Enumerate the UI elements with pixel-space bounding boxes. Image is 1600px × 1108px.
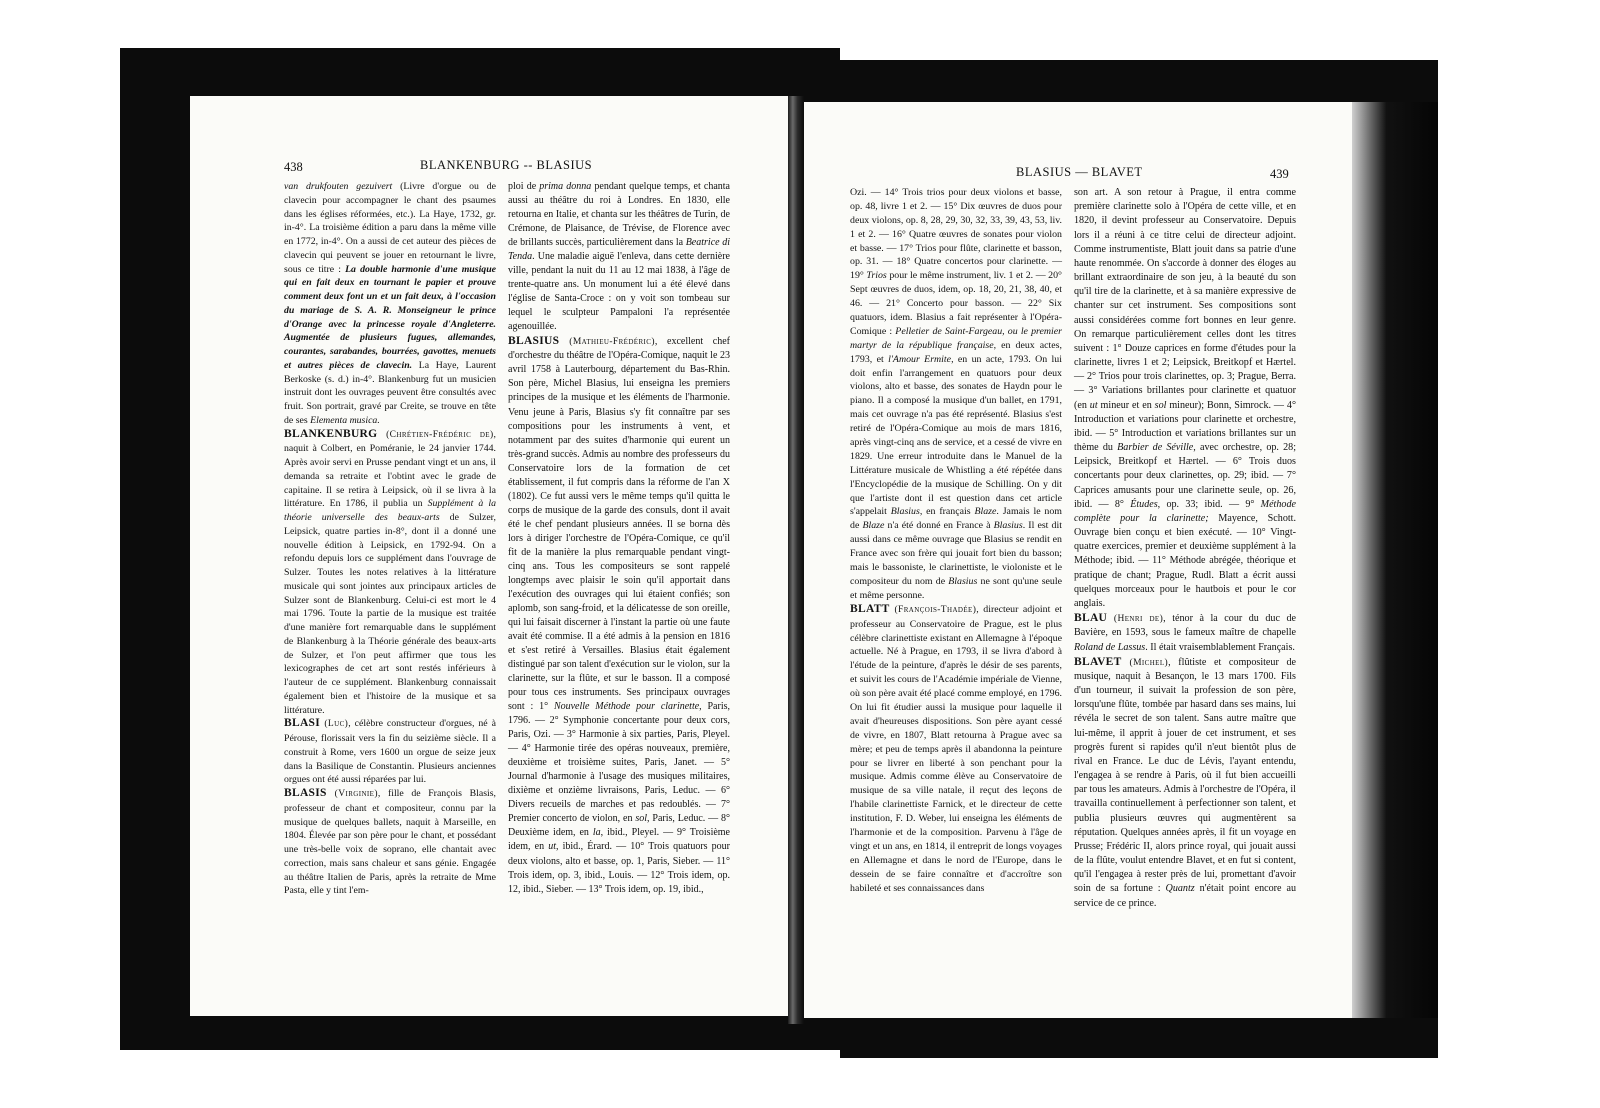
entry-blau: BLAU (Henri de), ténor à la cour du duc de Bavière, en 1593, sous le fameux maître de chapelle Roland de Lassus. Il était vraisemblablement Français. (1074, 612, 1297, 653)
entry-headword: BLASI (284, 717, 321, 730)
paragraph: Ozi. — 14° Trois trios pour deux violons et basse, op. 48, livre 1 et 2. — 15° Dix œuvres de duos pour deux violons, op. 8, 28, 29, 30, 32, 33, 39, 43, 53, liv. 1 et 2. — 16° Quatre œuvres de sonates pour violon et basse. — 17° Trios pour flûte, clarinette et basson, op. 31. — 18° Quatre concertos pour clarinette. — 19° Trios pour le même instrument, liv. 1 et 2. — 20° Sept œuvres de duos, idem, op. 18, 20, 21, 38, 40, et 46. — 21° Concerto pour basson. — 22° Six quatuors, idem. Blasius a fait représenter à l'Opéra-Comique : Pelletier de Saint-Fargeau, ou le premier martyr de la république française, en deux actes, 1793, et l'Amour Ermite, en un acte, 1793. On lui doit enfin l'arrangement en quatuors pour deux violons, alto et basse, des sonates de Haydn pour le piano. Il a composé la musique d'un ballet, en 1791, mais cet ouvrage n'a pas été représenté. Blasius s'est retiré de l'Opéra-Comique au mois de mars 1816, après vingt-cinq ans de service, et a cessé de vivre en 1829. Une erreur introduite dans le Manuel de la Littérature musicale de Whistling a été répétée dans l'Encyclopédie de la musique de Schilling. On y dit que l'artiste dont il est question dans cet article s'appelait Blasius, en français Blaze. Jamais le nom de Blaze n'a été donné en France à Blasius. Il est dit aussi dans ce même ouvrage que Blasius se rendit en France avec son frère qui jouait fort bien du basson; mais le bassoniste, le clarinettiste, le violoniste et le compositeur du nom de Blasius ne sont qu'une seule et même personne. (850, 187, 1063, 601)
page-number-right: 439 (1270, 167, 1289, 181)
left-page-column-1 (284, 180, 496, 900)
page-number-left: 438 (284, 160, 303, 174)
entry-blasis: BLASIS (Virginie), fille de François Blasis, professeur de chant et compositeur, connu par la musique de quelques ballets, naquit à Marseille, en 1804. Élevée par son père pour le chant, et possédant une très-belle voix de soprano, elle chantait avec correction, mais sans chaleur et sans génie. Engagée au théâtre Italien de Paris, après la retraite de Mme Pasta, elle y tint l'em- (284, 787, 496, 897)
running-head-right: BLASIUS — BLAVET (1016, 165, 1143, 179)
entry-blasius: BLASIUS (Mathieu-Frédéric), excellent chef d'orchestre du théâtre de l'Opéra-Comique, naquit le 23 avril 1758 à Lauterbourg, département du Bas-Rhin. Son père, Michel Blasius, lui enseigna les premiers principes de la musique et les éléments de l'harmonie. Venu jeune à Paris, Blasius s'y fit connaître par ses compositions pour les instruments à vent, et notamment par des suites d'harmonie qui eurent un très-grand succès. Admis au nombre des professeurs du Conservatoire lors de la formation de cet établissement, il fut compris dans la réforme de l'an X (1802). Ce fut aussi vers le même temps qu'il quitta le corps de musique de la garde des consuls, dont il avait été le chef pendant plusieurs années. Il se borna dès lors à diriger l'orchestre de l'Opéra-Comique, ce qu'il fit de la manière la plus remarquable pendant vingt-cinq ans. Tous les compositeurs se sont rappelé longtemps avec plaisir le soin qu'il apportait dans l'exécution des ouvrages qui lui étaient confiés; son aplomb, son sang-froid, et la délicatesse de son oreille, qui lui faisait discerner à l'instant la partie où une faute avait été commise. Il a été admis à la pension en 1816 et s'est retiré à Versailles. Blasius était également distingué par son talent d'exécution sur le violon, sur la clarinette, sur la flûte, et sur le basson. Il a composé pour tous ces instruments. Ses principaux ouvrages sont : 1° Nouvelle Méthode pour clarinette, Paris, 1796. — 2° Symphonie concertante pour deux cors, Paris, Ozi. — 3° Harmonie à six parties, Paris, Pleyel. — 4° Harmonie tirée des opéras nouveaux, première, deuxième et troisième suites, Paris, Janet. — 5° Journal d'harmonie à l'usage des musiques militaires, dixième et onzième livraisons, Paris, Leduc. — 6° Divers recueils de marches et pas redoublés. — 7° Premier concerto de violon, en sol, Paris, Leduc. — 8° Deuxième idem, en la, ibid., Pleyel. — 9° Troisième idem, en ut, ibid., Érard. — 10° Trois quatuors pour deux violons, alto et basse, op. 1, Paris, Sieber. — 11° Trois idem, op. 3, ibid., Louis. — 12° Trois idem, op. 12, ibid., Sieber. — 13° Trois idem, op. 19, ibid., (508, 335, 731, 895)
entry-blasi: BLASI (Luc), célèbre constructeur d'orgues, né à Pérouse, florissait vers la fin du seizième siècle. Il a construit à Rome, vers 1600 un orgue de seize jeux dans la Basilique de Constantin. Plusieurs anciennes orgues ont été aussi réparées par lui. (284, 717, 496, 786)
paragraph: ploi de prima donna pendant quelque temps, et chanta aussi au théâtre du roi à Londres. En 1830, elle retourna en Italie, et chanta sur les théâtres de Turin, de Crémone, de Plaisance, de Trévise, de Florence avec de brillants succès, particulièrement dans la Beatrice di Tenda. Une maladie aiguë l'enleva, dans cette dernière ville, pendant la nuit du 11 au 12 mai 1838, à l'âge de trente-quatre ans. Un monument lui a été élevé dans l'église de Santa-Croce : on y voit son tombeau sur lequel le sculpteur Pampaloni l'a représentée agenouillée. (508, 181, 730, 333)
right-page-column-2 (1074, 186, 1296, 910)
entry-headword: BLASIS (284, 787, 327, 799)
entry-blatt: BLATT (François-Thadée), directeur adjoint et professeur au Conservatoire de Prague, est le plus célèbre clarinettiste existant en Allemagne à l'époque actuelle. Né à Prague, en 1793, il se livra d'abord à l'étude de la peinture, d'après le désir de ses parents, et suivit les cours de l'Académie impériale de Vienne, où son père avait été placé comme employé, en 1796. On lui fit étudier aussi la musique pour laquelle il avait d'heureuses dispositions. Son père ayant cessé de vivre, en 1807, Blatt retourna à Prague avec sa mère; et peu de temps après il abandonna la peinture pour se livrer en liberté à son penchant pour la musique. Admis comme élève au Conservatoire de musique de sa ville natale, il reçut des leçons de l'habile clarinettiste Farnick, et le directeur de cette institution, F. D. Weber, lui enseigna les éléments de l'harmonie et de la composition. Parvenu à l'âge de vingt et un ans, en 1814, il entreprit de longs voyages en Allemagne et dans le nord de l'Europe, dans le dessein de se faire connaître et d'accroître son habileté et ses connaissances dans (850, 602, 1062, 894)
book-gutter (788, 96, 804, 1024)
entry-headword: BLANKENBURG (284, 427, 378, 440)
entry-headword: BLAU (1074, 612, 1108, 625)
running-head-left: BLANKENBURG -- BLASIUS (420, 158, 593, 172)
entry-blavet: BLAVET (Michel), flûtiste et compositeur de musique, naquit à Besançon, le 13 mars 1700. Fils d'un tourneur, il suivait la profession de son père, lorsqu'une flûte, tombée par hasard dans ses mains, lui révéla le secret de son talent. Sans autre maître que lui-même, il apprit à jouer de cet instrument, et ses progrès furent si rapides qu'il n'eut bientôt plus de rival en France. Le duc de Lévis, l'ayant entendu, l'engagea à se rendre à Paris, où il fut bien accueilli par tous les amateurs. Admis à l'orchestre de l'Opéra, il travailla continuellement à perfectionner son talent, et publia plusieurs œuvres qui augmentèrent sa réputation. Quelques années après, il fit un voyage en Prusse; Frédéric II, alors prince royal, qui jouait aussi de la flûte, voulut entendre Blavet, et en fut si content, qu'il l'engagea à rester près de lui, promettant d'avoir soin de sa fortune : Quantz n'était point encore au service de ce prince. (1074, 655, 1296, 909)
entry-blankenburg: BLANKENBURG (Chrétien-Frédéric de), naquit à Colbert, en Poméranie, le 24 janvier 1744. Après avoir servi en Prusse pendant vingt et un ans, il demanda sa retraite et l'obtint avec le grade de capitaine. Il se retira à Leipsick, où il se livra à la littérature. En 1786, il publia un Supplément à la théorie universelle des beaux-arts de Sulzer, Leipsick, quatre parties in-8°, dont il a donné une nouvelle édition à Leipsick, en 1792-94. On a refondu depuis lors ce supplément dans l'ouvrage de Sulzer. Toutes les notes relatives à la littérature musicale qui sont jointes aux principaux articles de Sulzer sont de Blankenburg. Celui-ci est mort le 4 mai 1796. Toute la partie de la musique est traitée d'une manière fort remarquable dans le supplément de Blankenburg à la Théorie générale des beaux-arts de Sulzer, et l'on peut affirmer que tous les lexicographes de cet art sont restés inférieurs à l'auteur de ce supplément. Blankenburg connaissait également bien et l'histoire de la musique et sa littérature. (284, 427, 496, 716)
entry-headword: BLAVET (1074, 655, 1122, 668)
paragraph: son art. A son retour à Prague, il entra comme première clarinette solo à l'Opéra de cette ville, et en 1820, il devint professeur au Conservatoire. Depuis lors il a réuni à ce titre celui de directeur adjoint. Comme instrumentiste, Blatt jouit dans sa patrie d'une haute renommée. On s'accorde à donner des éloges au brillant extraordinaire de son jeu, à la beauté du son qu'il tire de la clarinette, et à sa manière expressive de chanter sur cet instrument. Ses compositions sont aussi considérées comme fort bonnes en leur genre. On remarque particulièrement celles dont les titres suivent : 1° Douze caprices en forme d'études pour la clarinette, livres 1 et 2; Leipsick, Breitkopf et Hærtel. — 2° Trios pour trois clarinettes, op. 3; Prague, Berra. — 3° Variations brillantes pour clarinette et quatuor (en ut mineur et en sol mineur); Bonn, Simrock. — 4° Introduction et variations pour clarinette et orchestre, ibid. — 5° Introduction et variations brillantes sur un thème du Barbier de Séville, avec orchestre, op. 28; Leipsick, Breitkopf et Hærtel. — 6° Trois duos concertants pour deux clarinettes, op. 29; ibid. — 7° Caprices amusants pour une clarinette seule, op. 26, ibid. — 8° Études, op. 33; ibid. — 9° Méthode complète pour la clarinette; Mayence, Schott. Ouvrage bien conçu et bien exécuté. — 10° Vingt-quatre exercices, premier et deuxième supplément à la Méthode; ibid. — 11° Méthode abrégée, théorique et pratique de chant; Prague, Rudl. Blatt a écrit aussi quelques morceaux pour le hautbois et pour le cor anglais. (1074, 187, 1296, 609)
right-page-column-1 (850, 186, 1062, 910)
entry-headword: BLASIUS (508, 335, 560, 348)
left-page-column-2 (508, 180, 730, 900)
entry-headword: BLATT (850, 602, 890, 615)
paragraph: van drukfouten gezuivert (Livre d'orgue ou de clavecin pour accompagner le chant des psaumes dans les églises réformées, etc.). La Haye, 1732, gr. in-4°. La troisième édition a paru dans la même ville en 1772, in-4°. On a aussi de cet auteur des pièces de clavecin qui peuvent se jouer en retournant le livre, sous ce titre : La double harmonie d'une musique qui en fait deux en tournant le papier et prouve comment deux font un et un fait deux, à l'occasion du mariage de S. A. R. Monseigneur le prince d'Orange avec la princesse royale d'Angleterre. Augmentée de plusieurs fugues, allemandes, courantes, sarabandes, bourrées, gavottes, menuets et autres pièces de clavecin. La Haye, Laurent Berkoske (s. d.) in-4°. Blankenburg fut un musicien instruit dont les ouvrages peuvent être consultés avec fruit. Son portrait, gravé par Creite, se trouve en tête de ses Elementa musica. (284, 181, 496, 426)
right-page-shadow (1352, 102, 1438, 1018)
